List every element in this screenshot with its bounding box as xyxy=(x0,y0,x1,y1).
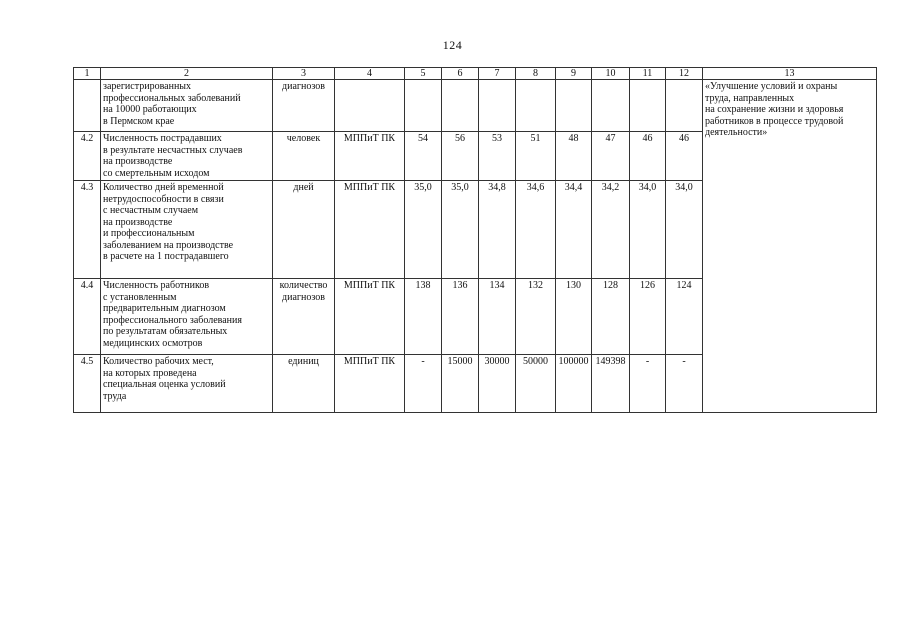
column-number-cell: 12 xyxy=(666,68,703,80)
table-row xyxy=(74,80,877,132)
value-cell: 35,0 xyxy=(405,181,442,279)
column-number-cell: 10 xyxy=(592,68,630,80)
value-cell: - xyxy=(405,355,442,413)
value-cell: - xyxy=(630,355,666,413)
unit-cell: количество диагнозов xyxy=(273,279,335,355)
value-cell xyxy=(556,80,592,132)
indicator-name-cell: Количество дней временной нетрудоспособности в связи с несчастным случаем на производстве и профессиональным заболеванием на производстве в расчете на 1 пострадавшего xyxy=(101,181,273,279)
value-cell: 149398 xyxy=(592,355,630,413)
value-cell xyxy=(592,80,630,132)
column-number-cell: 2 xyxy=(101,68,273,80)
column-number-cell: 1 xyxy=(74,68,101,80)
value-cell: 47 xyxy=(592,132,630,181)
column-number-cell: 13 xyxy=(703,68,877,80)
value-cell: 34,4 xyxy=(556,181,592,279)
value-cell: 136 xyxy=(442,279,479,355)
source-cell: МППиТ ПК xyxy=(335,132,405,181)
value-cell: 50000 xyxy=(516,355,556,413)
value-cell: 124 xyxy=(666,279,703,355)
value-cell xyxy=(479,80,516,132)
program-note-cell: «Улучшение условий и охраны труда, направленных на сохранение жизни и здоровья работников в процессе трудовой деятельности» xyxy=(703,80,877,413)
column-number-cell: 11 xyxy=(630,68,666,80)
source-cell: МППиТ ПК xyxy=(335,279,405,355)
value-cell: 132 xyxy=(516,279,556,355)
value-cell: - xyxy=(666,355,703,413)
indicator-number-cell: 4.5 xyxy=(74,355,101,413)
indicator-name-cell: зарегистрированных профессиональных заболеваний на 10000 работающих в Пермском крае xyxy=(101,80,273,132)
value-cell: 48 xyxy=(556,132,592,181)
value-cell xyxy=(405,80,442,132)
unit-cell: дней xyxy=(273,181,335,279)
column-number-cell: 6 xyxy=(442,68,479,80)
unit-cell: диагнозов xyxy=(273,80,335,132)
value-cell: 128 xyxy=(592,279,630,355)
unit-cell: человек xyxy=(273,132,335,181)
value-cell: 35,0 xyxy=(442,181,479,279)
column-number-row xyxy=(74,68,877,80)
value-cell xyxy=(516,80,556,132)
source-cell xyxy=(335,80,405,132)
source-cell: МППиТ ПК xyxy=(335,355,405,413)
indicator-number-cell xyxy=(74,80,101,132)
value-cell: 134 xyxy=(479,279,516,355)
indicator-number-cell: 4.2 xyxy=(74,132,101,181)
value-cell: 126 xyxy=(630,279,666,355)
value-cell: 46 xyxy=(666,132,703,181)
value-cell xyxy=(666,80,703,132)
value-cell: 53 xyxy=(479,132,516,181)
value-cell xyxy=(442,80,479,132)
value-cell: 54 xyxy=(405,132,442,181)
value-cell: 34,0 xyxy=(666,181,703,279)
column-number-cell: 4 xyxy=(335,68,405,80)
value-cell: 130 xyxy=(556,279,592,355)
value-cell: 138 xyxy=(405,279,442,355)
value-cell xyxy=(630,80,666,132)
unit-cell: единиц xyxy=(273,355,335,413)
column-number-cell: 3 xyxy=(273,68,335,80)
indicator-name-cell: Количество рабочих мест, на которых проведена специальная оценка условий труда xyxy=(101,355,273,413)
source-cell: МППиТ ПК xyxy=(335,181,405,279)
column-number-cell: 7 xyxy=(479,68,516,80)
value-cell: 51 xyxy=(516,132,556,181)
value-cell: 34,8 xyxy=(479,181,516,279)
column-number-cell: 8 xyxy=(516,68,556,80)
value-cell: 46 xyxy=(630,132,666,181)
value-cell: 56 xyxy=(442,132,479,181)
value-cell: 34,0 xyxy=(630,181,666,279)
page-number: 124 xyxy=(442,38,463,52)
value-cell: 34,2 xyxy=(592,181,630,279)
value-cell: 34,6 xyxy=(516,181,556,279)
value-cell: 30000 xyxy=(479,355,516,413)
indicator-name-cell: Численность работников с установленным предварительным диагнозом профессионального заболевания по результатам обязательных медицинских осмотров xyxy=(101,279,273,355)
value-cell: 15000 xyxy=(442,355,479,413)
column-number-cell: 5 xyxy=(405,68,442,80)
indicator-number-cell: 4.4 xyxy=(74,279,101,355)
indicator-name-cell: Численность пострадавших в результате несчастных случаев на производстве со смертельным исходом xyxy=(101,132,273,181)
indicator-number-cell: 4.3 xyxy=(74,181,101,279)
value-cell: 100000 xyxy=(556,355,592,413)
column-number-cell: 9 xyxy=(556,68,592,80)
indicators-table xyxy=(73,67,877,413)
